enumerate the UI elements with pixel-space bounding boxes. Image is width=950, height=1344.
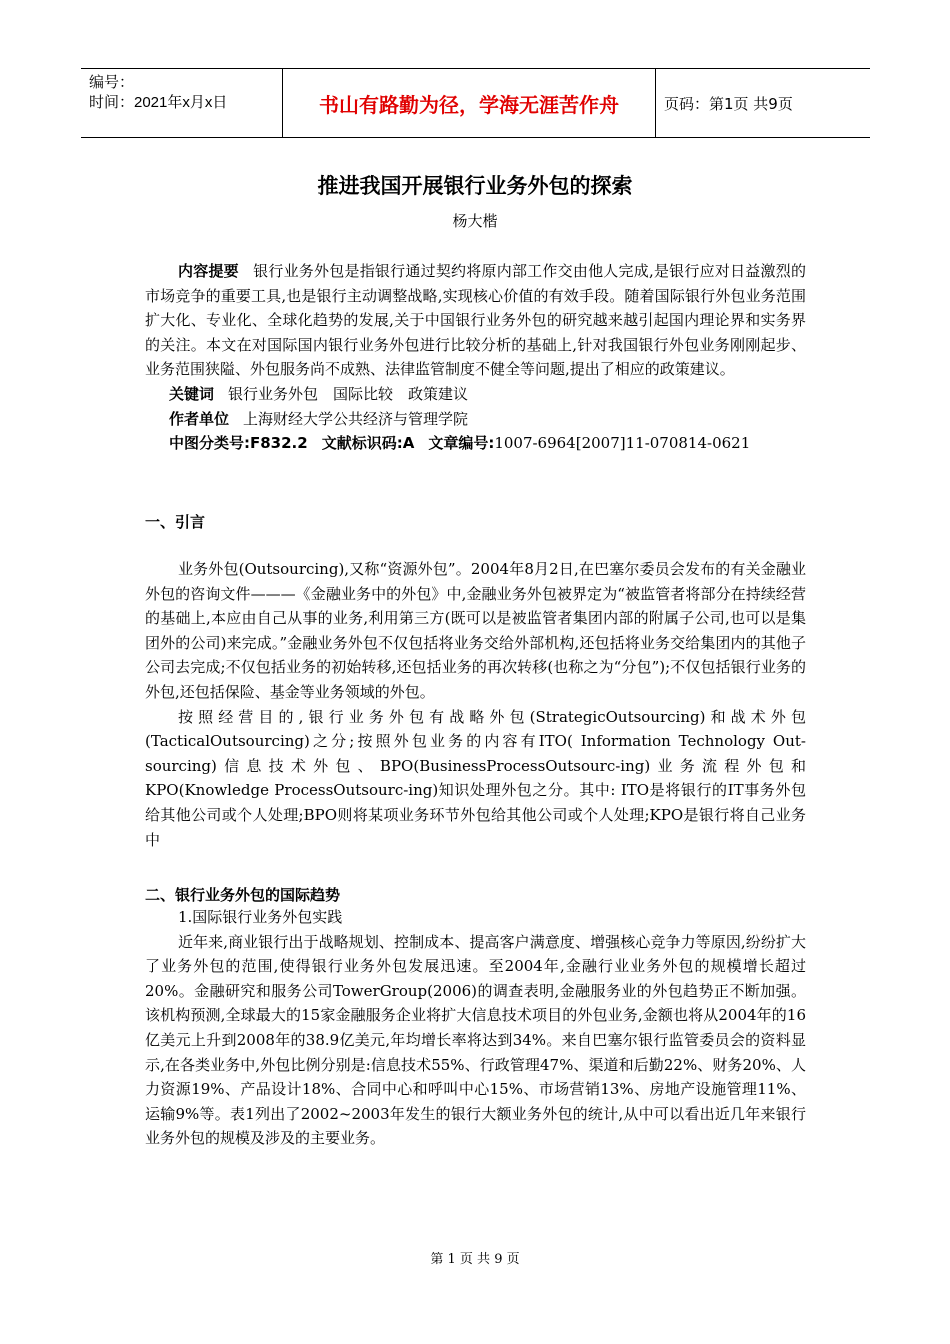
clc-label: 中图分类号:F832.2 bbox=[169, 434, 308, 453]
time-label: 时间：2021年x月x日 bbox=[89, 94, 228, 111]
article-no-label: 文章编号: bbox=[428, 434, 495, 453]
abstract-paragraph bbox=[145, 259, 806, 382]
affiliation-line bbox=[145, 407, 806, 432]
header-page-info: 页码：第1页 共9页 bbox=[664, 94, 793, 113]
keywords-line bbox=[145, 382, 806, 407]
keywords-label: 关键词 bbox=[169, 384, 215, 403]
abstract-block bbox=[145, 259, 806, 456]
article-no: 1007-6964[2007]11-070814-0621 bbox=[494, 434, 751, 453]
affiliation-text: 上海财经大学公共经济与管理学院 bbox=[243, 409, 469, 428]
doc-code-label: 文献标识码:A bbox=[321, 434, 415, 453]
affiliation-label: 作者单位 bbox=[169, 409, 230, 428]
section2-body bbox=[145, 905, 806, 1151]
abstract-label: 内容提要 bbox=[178, 262, 239, 280]
abstract-text: 银行业务外包是指银行通过契约将原内部工作交由他人完成,是银行应对日益激烈的市场竞争的重要工具,也是银行主动调整战略,实现核心价值的有效手段。随着国际银行外包业务范围扩大化、专业化、全球化趋势的发展,关于中国银行业务外包的研究越来越引起国内理论界和实务界的关注。本文在对国际国内银行业务外包进行比较分析的基础上,针对我国银行外包业务刚刚起步、业务范围狭隘、外包服务尚不成熟、法律监管制度不健全等问题,提出了相应的政策建议。 bbox=[145, 262, 806, 379]
section2-paragraph-1: 近年来,商业银行出于战略规划、控制成本、提高客户满意度、增强核心竞争力等原因,纷纷扩大了业务外包的范围,使得银行业务外包发展迅速。至2004年,金融行业业务外包的规模增长超过20%。金融研究和服务公司TowerGroup(2006)的调查表明,金融服务业的外包趋势正不断加强。该机构预测,全球最大的15家金融服务企业将扩大信息技术项目的外包业务,金额也将从2004年的16亿美元上升到2008年的38.9亿美元,年均增长率将达到34%。来自巴塞尔银行监管委员会的资料显示,在各类业务中,外包比例分别是:信息技术55%、行政管理47%、渠道和后勤22%、财务20%、人力资源19%、产品设计18%、合同中心和呼叫中心15%、市场营销13%、房地产设施管理11%、运输9%等。表1列出了2002~2003年发生的银行大额业务外包的统计,从中可以看出近几年来银行业务外包的规模及涉及的主要业务。 bbox=[145, 932, 806, 1148]
keywords-text: 银行业务外包 国际比较 政策建议 bbox=[228, 384, 469, 403]
section1-paragraph-2: 按照经营目的,银行业务外包有战略外包(StrategicOutsourcing)和战术外包(TacticalOutsourcing)之分;按照外包业务的内容有ITO( Information Technology Out-sourcing)信息技术外包、BPO(BusinessProcessOutsourc-ing)业务流程外包和KPO(Knowledge ProcessOutsourc-ing)知识处理外包之分。其中: ITO是将银行的IT事务外包给其他公司或个人处理;BPO则将某项业务环节外包给其他公司或个人处理;KPO是银行将自己业务中 bbox=[145, 707, 806, 849]
header-motto: 书山有路勤为径，学海无涯苦作舟 bbox=[283, 69, 656, 137]
section1-body bbox=[145, 557, 806, 852]
section1-heading: 一、引言 bbox=[145, 513, 206, 531]
document-header bbox=[81, 68, 870, 138]
section2-subheading: 1.国际银行业务外包实践 bbox=[178, 908, 343, 926]
classification-line bbox=[145, 431, 806, 456]
page-title: 推进我国开展银行业务外包的探索 bbox=[317, 174, 633, 198]
number-label: 编号： bbox=[89, 74, 135, 91]
section1-paragraph-1: 业务外包(Outsourcing),又称“资源外包”。2004年8月2日,在巴塞尔委员会发布的有关金融业外包的咨询文件———《金融业务中的外包》中,金融业务外包被界定为“被监管者将部分在持续经营的基础上,本应由自己从事的业务,利用第三方(既可以是被监管者集团内部的附属子公司,也可以是集团外的公司)来完成。”金融业务外包不仅包括将业务交给外部机构,还包括将业务交给集团内的其他子公司去完成;不仅包括业务的初始转移,还包括业务的再次转移(也称之为“分包”);不仅包括银行业务的外包,还包括保险、基金等业务领域的外包。 bbox=[145, 560, 806, 701]
section2-heading: 二、银行业务外包的国际趋势 bbox=[145, 886, 341, 904]
page-footer: 第 1 页 共 9 页 bbox=[430, 1252, 520, 1267]
header-meta-cell bbox=[81, 69, 283, 137]
author-name: 杨大楷 bbox=[452, 212, 498, 230]
